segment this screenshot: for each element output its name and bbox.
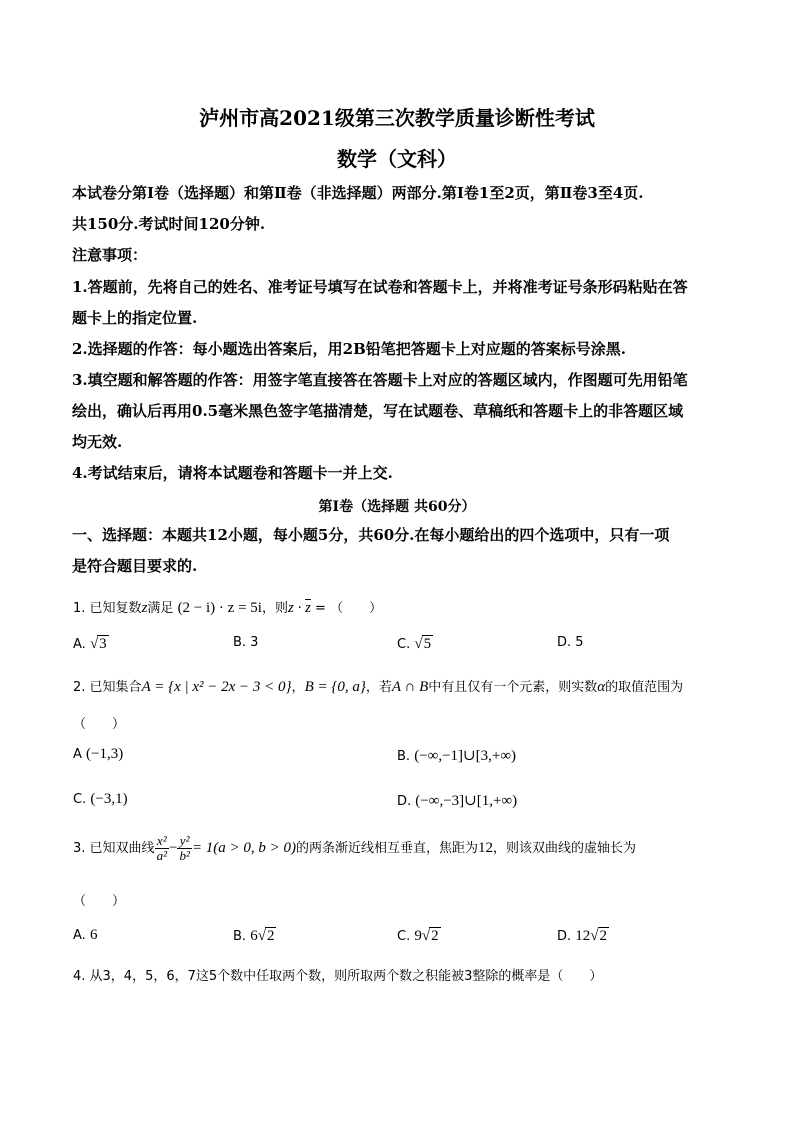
option-label: B. (233, 929, 247, 944)
numerator: x² (155, 834, 169, 849)
sqrt-sign: √ (257, 928, 266, 944)
hyperbola-condition: = 1(a > 0, b > 0) (191, 840, 296, 856)
option-2d (397, 791, 517, 810)
option-label: A (73, 747, 82, 762)
answer-paren: （ ） (73, 894, 126, 909)
option-2c (73, 791, 128, 808)
exam-title: 泸州市高2021级第三次教学质量诊断性考试 (199, 106, 595, 130)
option-2a (73, 746, 123, 763)
sqrt-sign: √ (414, 636, 423, 652)
option-label: C. (397, 929, 411, 944)
denominator: b² (179, 848, 190, 863)
notice-item-2: 2.选择题的作答：每小题选出答案后，用2B铅笔把答题卡上对应题的答案标号涂黑. (72, 340, 627, 358)
exam-subtitle: 数学（文科） (337, 147, 457, 171)
question-number: 2. (73, 680, 86, 695)
focal-length: 12 (477, 840, 493, 856)
part1-instruction-b: 是符合题目要求的. (72, 557, 198, 575)
question-text: ，则 (261, 601, 288, 616)
numerator: y² (177, 834, 191, 849)
set-b-expression: B = {0, a} (304, 679, 366, 695)
option-value: 6 (89, 927, 98, 943)
question-text: 中有且仅有一个元素，则实数 (428, 680, 598, 695)
sqrt-sign: √ (590, 928, 599, 944)
answer-paren: = （ ） (310, 601, 383, 616)
intersection-expression: A ∩ B (391, 679, 429, 695)
radicand: 2 (266, 928, 275, 944)
notice-item-3a: 3.填空题和解答题的作答：用签字笔直接答在答题卡上对应的答题区域内，作图题可先用铅笔 (72, 371, 688, 389)
option-1b: B. 3 (233, 635, 259, 650)
question-text: 已知复数 (89, 601, 142, 616)
option-label: A. (73, 637, 86, 652)
option-value: (−∞,−1]∪[3,+∞) (414, 748, 517, 764)
radicand: 2 (599, 928, 608, 944)
notice-item-3b: 绘出，确认后再用0.5毫米黑色签字笔描清楚，写在试题卷、草稿纸和答题卡上的非答题区域 (72, 402, 684, 420)
separator: ， (291, 680, 305, 695)
notice-heading: 注意事项： (72, 246, 148, 264)
notice-item-4: 4.考试结束后，请将本试题卷和答题卡一并上交. (72, 464, 393, 482)
option-2b (397, 746, 516, 765)
math-expression: (2 − i) · z = 5i (177, 600, 262, 616)
option-value: (−3,1) (90, 791, 128, 807)
notice-item-1a: 1.答题前，先将自己的姓名、准考证号填写在试卷和答题卡上，并将准考证号条形码粘贴在答 (72, 278, 688, 296)
answer-paren: （ ） (73, 717, 126, 732)
notice-item-3c: 均无效. (72, 433, 123, 451)
option-1c (397, 635, 433, 653)
question-2 (73, 676, 683, 696)
option-label: B. (397, 749, 411, 764)
set-a-expression: A = {x | x² − 2x − 3 < 0} (141, 679, 292, 695)
question-number: 1. (73, 601, 86, 616)
math-var: α (597, 679, 606, 695)
question-1 (73, 597, 382, 617)
coefficient: 9 (414, 928, 422, 944)
fraction-y (177, 834, 191, 863)
minus-sign: − (168, 840, 178, 856)
sqrt-sign: √ (89, 636, 99, 652)
sqrt-sign: √ (421, 928, 431, 944)
denominator: a² (156, 848, 167, 863)
question-text: ，则该双曲线的虚轴长为 (492, 841, 636, 856)
option-value: (−1,3) (86, 746, 124, 762)
math-var: z (141, 600, 148, 616)
part1-instruction-a: 一、选择题：本题共12小题，每小题5分，共60分.在每小题给出的四个选项中，只有一项 (72, 526, 670, 544)
intro-line-1: 本试卷分第Ⅰ卷（选择题）和第Ⅱ卷（非选择题）两部分.第Ⅰ卷1至2页，第Ⅱ卷3至4页. (72, 184, 644, 202)
option-3d (557, 927, 609, 945)
fraction-x (155, 834, 169, 863)
question-3 (73, 834, 636, 863)
question-text: ，若 (365, 680, 392, 695)
question-text: 满足 (147, 601, 174, 616)
option-label: C. (73, 792, 87, 807)
question-text: 已知双曲线 (89, 841, 155, 856)
radicand: 3 (99, 636, 107, 652)
notice-item-1b: 题卡上的指定位置. (72, 309, 198, 327)
math-expression: z · (287, 600, 306, 616)
option-label: D. (397, 794, 412, 809)
option-label: D. (557, 929, 572, 944)
question-text: 的两条渐近线相互垂直，焦距为 (295, 841, 478, 856)
coefficient: 6 (250, 928, 258, 944)
question-text: 已知集合 (89, 680, 142, 695)
option-value: (−∞,−3]∪[1,+∞) (415, 793, 518, 809)
question-4: 4. 从3，4，5，6，7这5个数中任取两个数，则所取两个数之积能被3整除的概率是（ ） (73, 969, 603, 984)
radicand: 2 (431, 928, 439, 944)
coefficient: 12 (575, 928, 591, 944)
intro-line-2: 共150分.考试时间120分钟. (72, 215, 266, 233)
radicand: 5 (423, 636, 432, 652)
option-3b (233, 927, 276, 945)
option-1a (73, 635, 109, 653)
conjugate-z: $\overline{z}$ (305, 600, 311, 616)
option-label: C. (397, 637, 411, 652)
option-label: A. (73, 928, 86, 943)
option-1d: D. 5 (557, 635, 584, 650)
question-number: 3. (73, 841, 86, 856)
question-text: 的取值范围为 (605, 680, 684, 695)
part1-heading: 第Ⅰ卷（选择题 共60分） (318, 499, 476, 515)
option-3c (397, 927, 441, 945)
option-3a (73, 927, 97, 944)
